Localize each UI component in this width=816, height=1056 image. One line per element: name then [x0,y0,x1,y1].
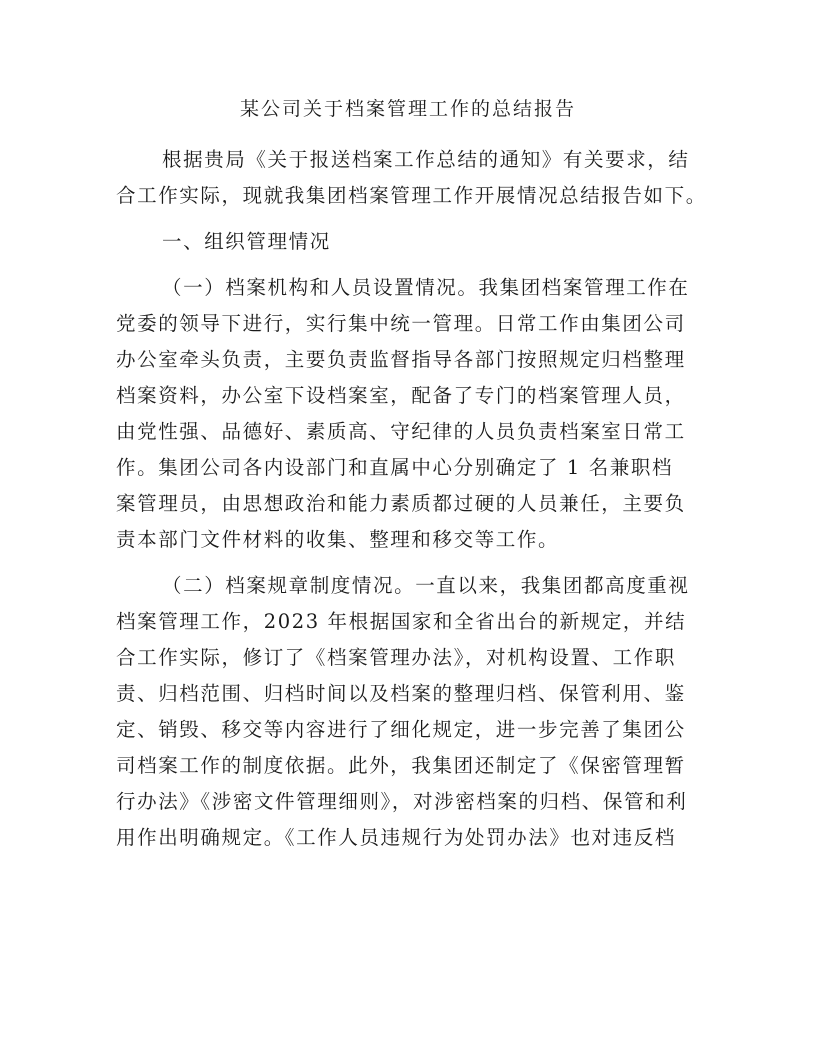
paragraph-line: 办公室牵头负责，主要负责监督指导各部门按照规定归档整理 [116,348,686,371]
section-heading-1 [116,224,704,260]
paragraph-line: 责本部门文件材料的收集、整理和移交等工作。 [116,528,560,551]
paragraph-line: 定、销毁、移交等内容进行了细化规定，进一步完善了集团公 [116,718,686,741]
paragraph-line: 档案资料，办公室下设档案室，配备了专门的档案管理人员， [116,384,686,407]
paragraph-line: 合工作实际，现就我集团档案管理工作开展情况总结报告如下。 [116,184,707,207]
paragraph-line: （二）档案规章制度情况。一直以来，我集团都高度重视 [162,574,690,597]
paragraph-line: 合工作实际，修订了《档案管理办法》，对机构设置、工作职 [116,646,676,669]
document-body [116,142,707,856]
intro-paragraph [116,142,707,214]
paragraph-line: 司档案工作的制度依据。此外，我集团还制定了《保密管理暂 [116,754,686,777]
section-heading-text: 一、组织管理情况 [162,230,331,253]
paragraph-line: 党委的领导下进行，实行集中统一管理。日常工作由集团公司 [116,312,686,335]
document-title: 某公司关于档案管理工作的总结报告 [239,98,576,120]
paragraph-line: 案管理员，由思想政治和能力素质都过硬的人员兼任，主要负 [116,492,686,515]
paragraph-line: 行办法》《涉密文件管理细则》，对涉密档案的归档、保管和利 [116,790,688,813]
paragraph-line: 用作出明确规定。《工作人员违规行为处罚办法》也对违反档 [116,826,676,849]
paragraph-line: 档案管理工作，2023 年根据国家和全省出台的新规定，并结 [116,610,687,633]
subsection-1-paragraph [116,270,704,558]
paragraph-line: 根据贵局《关于报送档案工作总结的通知》有关要求，结 [162,148,690,171]
paragraph-line: 作。集团公司各内设部门和直属中心分别确定了 1 名兼职档 [116,456,674,479]
paragraph-line: 由党性强、品德好、素质高、守纪律的人员负责档案室日常工 [116,420,686,443]
subsection-2-paragraph [116,568,704,856]
paragraph-line: 责、归档范围、归档时间以及档案的整理归档、保管利用、鉴 [116,682,686,705]
paragraph-line: （一）档案机构和人员设置情况。我集团档案管理工作在 [162,276,690,299]
